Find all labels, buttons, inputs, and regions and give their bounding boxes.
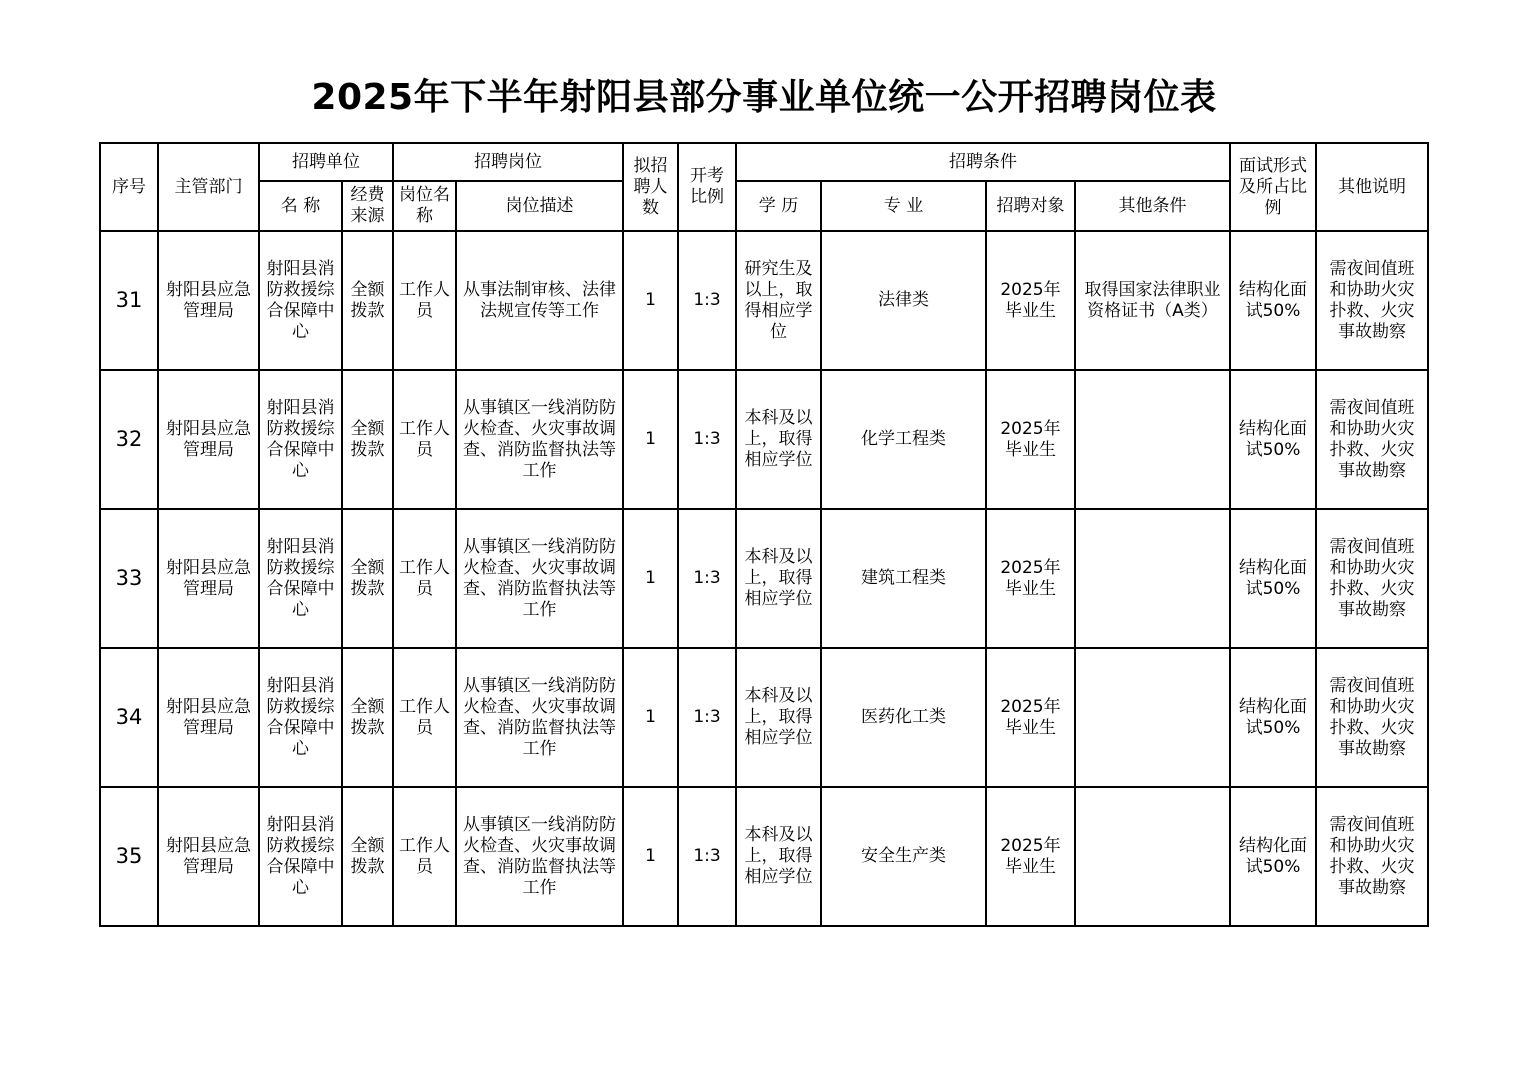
cell-unit: 射阳县消防救援综合保障中心 — [259, 509, 342, 648]
cell-major: 化学工程类 — [821, 370, 986, 509]
recruitment-table — [99, 142, 1429, 927]
header-dept: 主管部门 — [158, 143, 259, 231]
cell-post: 工作人员 — [393, 370, 456, 509]
cell-major: 建筑工程类 — [821, 509, 986, 648]
cell-note: 需夜间值班和协助火灾扑救、火灾事故勘察 — [1316, 370, 1428, 509]
header-other-cond: 其他条件 — [1075, 181, 1230, 231]
cell-seq: 32 — [100, 370, 158, 509]
table-row — [100, 370, 1428, 509]
cell-target: 2025年毕业生 — [986, 370, 1075, 509]
header-ratio: 开考比例 — [678, 143, 736, 231]
cell-note: 需夜间值班和协助火灾扑救、火灾事故勘察 — [1316, 509, 1428, 648]
header-count: 拟招聘人数 — [623, 143, 678, 231]
cell-major: 医药化工类 — [821, 648, 986, 787]
cell-note: 需夜间值班和协助火灾扑救、火灾事故勘察 — [1316, 648, 1428, 787]
cell-desc: 从事镇区一线消防防火检查、火灾事故调查、消防监督执法等工作 — [456, 509, 623, 648]
cell-edu: 研究生及以上，取得相应学位 — [736, 231, 821, 370]
header-fund: 经费来源 — [342, 181, 393, 231]
cell-desc: 从事镇区一线消防防火检查、火灾事故调查、消防监督执法等工作 — [456, 787, 623, 926]
cell-other-cond — [1075, 509, 1230, 648]
cell-dept: 射阳县应急管理局 — [158, 231, 259, 370]
cell-target: 2025年毕业生 — [986, 787, 1075, 926]
cell-dept: 射阳县应急管理局 — [158, 787, 259, 926]
cell-fund: 全额拨款 — [342, 231, 393, 370]
cell-target: 2025年毕业生 — [986, 509, 1075, 648]
cell-major: 安全生产类 — [821, 787, 986, 926]
cell-other-cond: 取得国家法律职业资格证书（A类） — [1075, 231, 1230, 370]
cell-count: 1 — [623, 370, 678, 509]
cell-unit: 射阳县消防救援综合保障中心 — [259, 370, 342, 509]
cell-count: 1 — [623, 231, 678, 370]
cell-interview: 结构化面试50% — [1230, 509, 1316, 648]
cell-count: 1 — [623, 648, 678, 787]
header-unit-name: 名 称 — [259, 181, 342, 231]
cell-edu: 本科及以上，取得相应学位 — [736, 787, 821, 926]
header-conditions-group: 招聘条件 — [736, 143, 1230, 181]
header-major: 专 业 — [821, 181, 986, 231]
header-edu: 学 历 — [736, 181, 821, 231]
cell-interview: 结构化面试50% — [1230, 370, 1316, 509]
cell-dept: 射阳县应急管理局 — [158, 509, 259, 648]
cell-desc: 从事镇区一线消防防火检查、火灾事故调查、消防监督执法等工作 — [456, 370, 623, 509]
cell-fund: 全额拨款 — [342, 509, 393, 648]
table-row — [100, 648, 1428, 787]
cell-ratio: 1:3 — [678, 787, 736, 926]
cell-other-cond — [1075, 370, 1230, 509]
table-row — [100, 509, 1428, 648]
cell-unit: 射阳县消防救援综合保障中心 — [259, 231, 342, 370]
cell-seq: 35 — [100, 787, 158, 926]
cell-count: 1 — [623, 509, 678, 648]
cell-other-cond — [1075, 787, 1230, 926]
table-row — [100, 787, 1428, 926]
header-seq: 序号 — [100, 143, 158, 231]
cell-other-cond — [1075, 648, 1230, 787]
cell-desc: 从事法制审核、法律法规宣传等工作 — [456, 231, 623, 370]
cell-interview: 结构化面试50% — [1230, 231, 1316, 370]
cell-seq: 33 — [100, 509, 158, 648]
header-unit-group: 招聘单位 — [259, 143, 393, 181]
cell-interview: 结构化面试50% — [1230, 787, 1316, 926]
cell-ratio: 1:3 — [678, 231, 736, 370]
cell-post: 工作人员 — [393, 648, 456, 787]
header-interview: 面试形式及所占比例 — [1230, 143, 1316, 231]
cell-seq: 31 — [100, 231, 158, 370]
cell-target: 2025年毕业生 — [986, 648, 1075, 787]
cell-unit: 射阳县消防救援综合保障中心 — [259, 648, 342, 787]
cell-ratio: 1:3 — [678, 370, 736, 509]
cell-dept: 射阳县应急管理局 — [158, 648, 259, 787]
cell-post: 工作人员 — [393, 231, 456, 370]
header-row-1 — [100, 143, 1428, 181]
cell-note: 需夜间值班和协助火灾扑救、火灾事故勘察 — [1316, 787, 1428, 926]
header-post-group: 招聘岗位 — [393, 143, 623, 181]
header-row-2 — [100, 181, 1428, 231]
cell-edu: 本科及以上，取得相应学位 — [736, 509, 821, 648]
cell-dept: 射阳县应急管理局 — [158, 370, 259, 509]
table-row — [100, 231, 1428, 370]
cell-unit: 射阳县消防救援综合保障中心 — [259, 787, 342, 926]
cell-major: 法律类 — [821, 231, 986, 370]
header-post-desc: 岗位描述 — [456, 181, 623, 231]
cell-fund: 全额拨款 — [342, 370, 393, 509]
header-note: 其他说明 — [1316, 143, 1428, 231]
header-target: 招聘对象 — [986, 181, 1075, 231]
cell-edu: 本科及以上，取得相应学位 — [736, 370, 821, 509]
cell-fund: 全额拨款 — [342, 648, 393, 787]
cell-ratio: 1:3 — [678, 509, 736, 648]
header-post-name: 岗位名称 — [393, 181, 456, 231]
cell-count: 1 — [623, 787, 678, 926]
cell-edu: 本科及以上，取得相应学位 — [736, 648, 821, 787]
cell-fund: 全额拨款 — [342, 787, 393, 926]
cell-post: 工作人员 — [393, 787, 456, 926]
page-title: 2025年下半年射阳县部分事业单位统一公开招聘岗位表 — [311, 77, 1217, 118]
cell-seq: 34 — [100, 648, 158, 787]
cell-target: 2025年毕业生 — [986, 231, 1075, 370]
cell-post: 工作人员 — [393, 509, 456, 648]
cell-desc: 从事镇区一线消防防火检查、火灾事故调查、消防监督执法等工作 — [456, 648, 623, 787]
cell-ratio: 1:3 — [678, 648, 736, 787]
cell-note: 需夜间值班和协助火灾扑救、火灾事故勘察 — [1316, 231, 1428, 370]
cell-interview: 结构化面试50% — [1230, 648, 1316, 787]
